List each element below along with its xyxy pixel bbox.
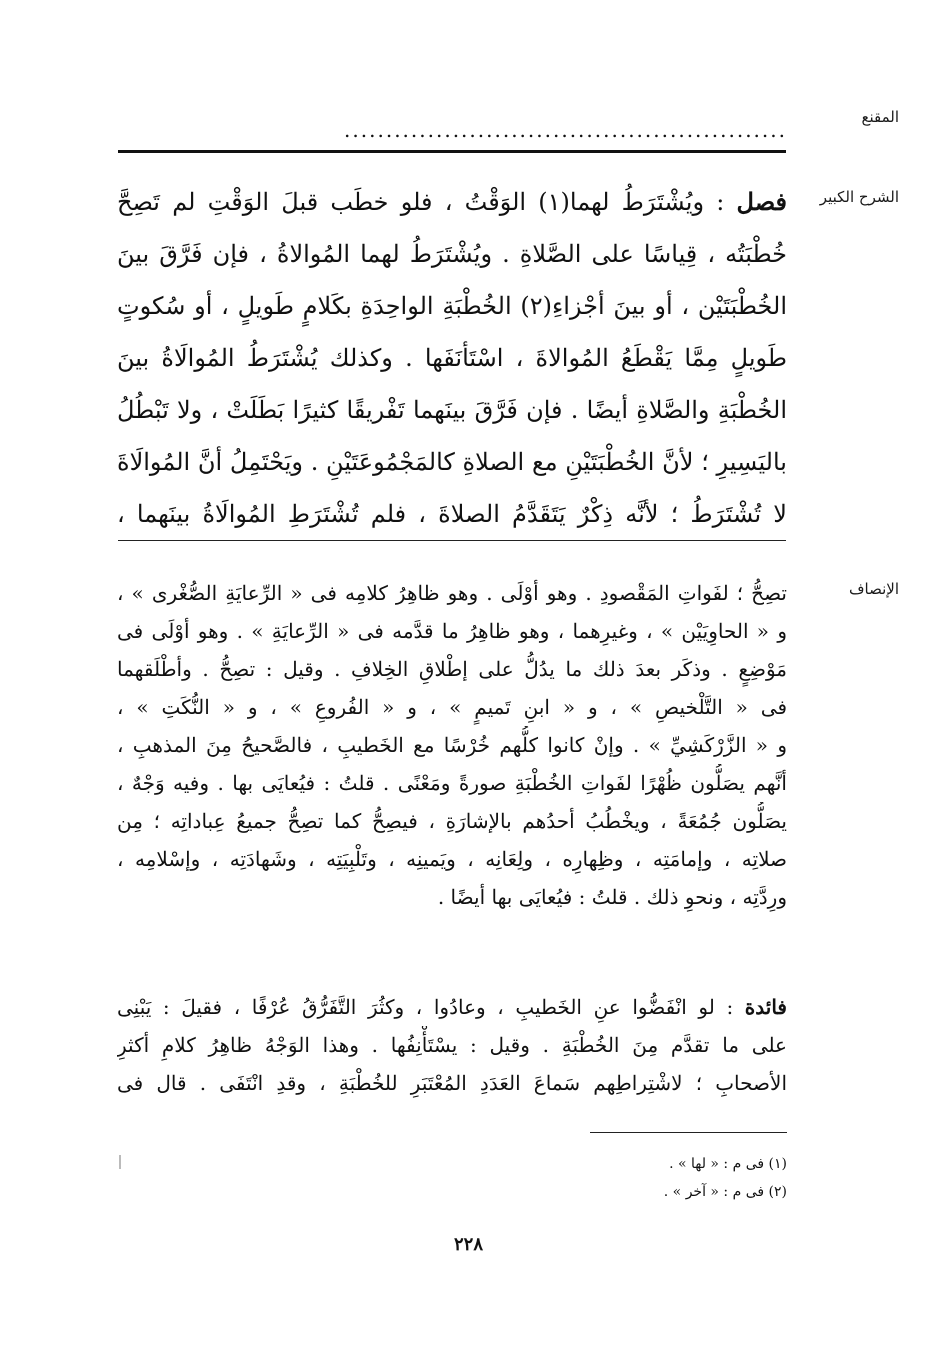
sharh-line-2: خُطْبَتُه ، قِياسًا على الصَّلاةِ . ويُشْتَرَطُ لهما المُوالاةُ ، فإن فَرَّقَ بينَ	[117, 240, 787, 268]
insaf-line-4: فى « التَّلْخيصِ » ، و « ابنِ تَميمٍ » ، و « الفُروعِ » ، و « النُّكَتِ » ،	[117, 695, 787, 719]
sharh-line-3: الخُطْبَتَيْن ، أو بينَ أجْزاءِ(٢) الخُطْبَةِ الواحِدَةِ بكَلامٍ طَويلٍ ، أو سُكوتٍ	[117, 292, 787, 320]
insaf-line-3: مَوْضِعٍ . وذكَر بعدَ ذلك ما يدُلُّ على إطْلاقِ الخِلافِ . وقيل : تصِحُّ . وأطْلَقهما	[117, 657, 787, 681]
sharh-line-1: فصل : ويُشْتَرَطُ لهما(١) الوَقْتُ ، فلو خطَب قبلَ الوَقْتِ لم تَصِحَّ	[117, 187, 787, 216]
insaf-text-block	[117, 574, 787, 916]
faida-line-2: على ما تقدَّم مِنَ الخُطْبَةِ . وقيل : يسْتَأْنِفُها . وهذا الوَجْهُ ظاهِرُ كلامِ أكثرِ	[117, 1033, 787, 1057]
page-number: ٢٢٨	[453, 1234, 483, 1255]
sharh-text-block	[117, 176, 787, 540]
footnotes	[117, 1150, 787, 1206]
sharh-line-5: الخُطْبَةِ والصَّلاةِ أيضًا . فإن فَرَّقَ بينَهما تَفْريقًا كثيرًا بَطَلَتْ ، ولا تَبْطُلُ	[117, 396, 787, 424]
footnote-2: (٢) فى م : « آخر » .	[663, 1184, 787, 1200]
header-dotted-leader: .....................................................	[344, 118, 787, 142]
insaf-line-5: و « الزَّرْكَشِيِّ » . وإنْ كانوا كلُّهم خُرْسًا مع الخَطيبِ ، فالصَّحيحُ مِنَ المذهبِ ،	[117, 733, 787, 757]
faida-line-3: الأصحابِ ؛ لاشْتِراطِهم سَماعَ العَدَدِ المُعْتَبَرِ للخُطْبَةِ ، وقدِ انْتَفَى . قال فى	[117, 1071, 787, 1095]
section-divider	[118, 540, 786, 541]
insaf-section-label: الإنصاف	[848, 580, 899, 598]
sharh-line-4: طَويلٍ مِمَّا يَقْطَعُ المُوالاةَ ، اسْتَأنَفَها . وكذلك يُشْتَرَطُ المُوالَاةُ بينَ	[117, 344, 787, 372]
insaf-line-9: ورِدَّتِه ، ونحوِ ذلك . قلتُ : فيُعايَى بها أيضًا .	[437, 885, 787, 909]
header-rule	[118, 150, 786, 153]
insaf-line-7: يصَلُّون جُمُعَةً ، ويخْطُبُ أحدُهم بالإشارَةِ ، فيصِحُّ كما تصِحُّ جميعُ عِباداتِه ؛ مِن	[117, 809, 787, 833]
insaf-line-6: أنَّهم يصَلُّون ظُهْرًا لفَواتِ الخُطْبَةِ صورةً ومَعْنًى . قلتُ : فيُعايَى بها . وفيه وَجْهٌ ،	[117, 771, 787, 795]
sharh-line-6: باليَسِيرِ ؛ لأنَّ الخُطْبَتَيْنِ مع الصلاةِ كالمَجْمُوعَتَيْنِ . ويَحْتَمِلُ أنَّ المُوالَاةَ	[117, 448, 787, 476]
sharh-section-label: الشرح الكبير	[819, 188, 899, 206]
sharh-line-7: لا تُشْتَرَطُ ؛ لأنَّه ذِكْرٌ يَتَقَدَّمُ الصلاةَ ، فلم تُشْتَرَطِ المُوالَاةُ بينَهما ،	[117, 500, 787, 528]
fasl-heading: فصل	[736, 187, 787, 216]
faida-block	[117, 988, 787, 1102]
faida-line-1: فائدة : لو انْفَضُّوا عنِ الخَطيبِ ، وعادُوا ، وكثُرَ التَّفَرُّقُ عُرْفًا ، فقيلَ : يَبْنِى	[117, 995, 787, 1019]
insaf-line-8: صلاتِه ، وإمامَتِه ، وظِهارِه ، ولِعَانِه ، ويَمينِه ، وتَلْبِيَتِه ، وشَهادَتِه ، وإسْلامِه ،	[117, 847, 787, 871]
insaf-line-2: و « الحاوِيَيْن » ، وغيرِهما ، وهو ظاهِرُ ما قدَّمه فى « الرِّعايَةِ » . وهو أوْلَى فى	[117, 619, 787, 643]
running-title: المقنع	[861, 108, 899, 126]
insaf-line-1: تصِحُّ ؛ لفَواتِ المَقْصودِ . وهو أوْلَى . وهو ظاهِرُ كلامِه فى « الرِّعايَةِ الصُّغْرى » ،	[117, 581, 787, 605]
footnote-1: (١) فى م : « لها » .	[669, 1156, 787, 1172]
footnote-rule	[590, 1132, 787, 1133]
faida-heading: فائدة	[744, 995, 787, 1019]
